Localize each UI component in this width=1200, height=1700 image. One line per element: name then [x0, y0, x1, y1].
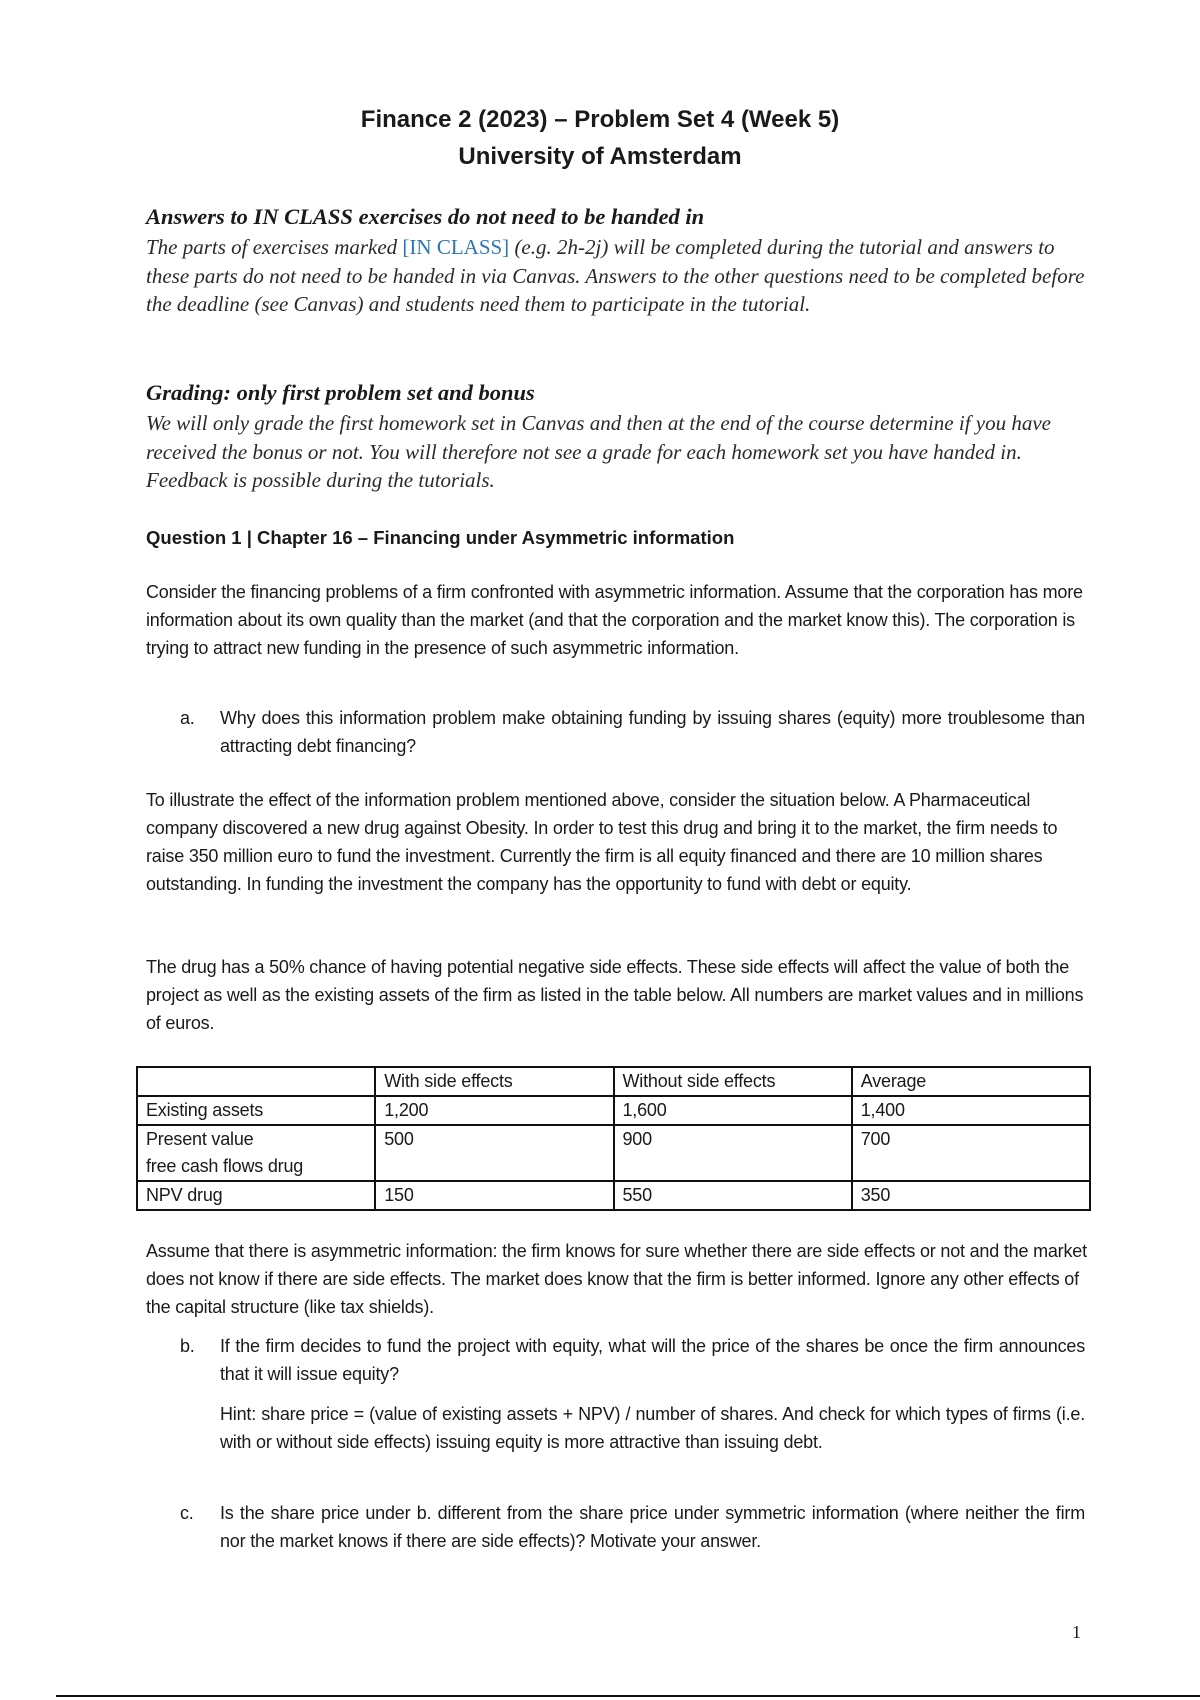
question-intro: Consider the financing problems of a firm confronted with asymmetric information. Assume that the corporation has more information about its own quality than the market (and that the corporation and the market know this). The corporation is trying to attract new funding in the presence of such asymmetric information.: [146, 582, 1083, 658]
table-row: [137, 1181, 1090, 1210]
scenario-paragraph: To illustrate the effect of the information problem mentioned above, consider the situation below. A Pharmaceutical company discovered a new drug against Obesity. In order to test this drug and bring it to the market, the firm needs to raise 350 million euro to fund the investment. Currently the firm is all equity financed and there are 10 million shares outstanding. In funding the investment the company has the opportunity to fund with debt or equity.: [146, 790, 1058, 894]
row-label: NPV drug: [137, 1181, 375, 1210]
table-cell: 350: [852, 1181, 1090, 1210]
document-title: Finance 2 (2023) – Problem Set 4 (Week 5): [360, 106, 840, 133]
table-cell: 150: [375, 1181, 613, 1210]
notice-text-in-class: [146, 233, 1086, 319]
row-label-line1: Present value: [146, 1129, 254, 1149]
table-cell: 700: [852, 1125, 1090, 1181]
question-heading: Question 1 | Chapter 16 – Financing under Asymmetric information: [146, 527, 735, 548]
row-label-line2: free cash flows drug: [146, 1156, 304, 1176]
sub-question-a: [180, 704, 1085, 760]
asymmetric-info-paragraph: Assume that there is asymmetric information: the firm knows for sure whether there are side effects or not and the market does not know if there are side effects. The market does know that the firm is better informed. Ignore any other effects of the capital structure (like tax shields).: [146, 1241, 1087, 1317]
notice-heading-grading: Grading: only first problem set and bonus: [146, 380, 535, 405]
hint-text: Hint: share price = (value of existing assets + NPV) / number of shares. And check for which types of firms (i.e. with or without side effects) issuing equity is more attractive than issuing debt.: [220, 1404, 1085, 1452]
side-effects-paragraph: The drug has a 50% chance of having potential negative side effects. These side effects will affect the value of both the project as well as the existing assets of the firm as listed in the table below. All numbers are market values and in millions of euros.: [146, 957, 1084, 1033]
table-header-cell: Without side effects: [614, 1067, 852, 1096]
sub-question-c: [180, 1499, 1085, 1555]
values-table: [136, 1066, 1091, 1211]
sub-question-text: Why does this information problem make obtaining funding by issuing shares (equity) more troublesome than attracting debt financing?: [220, 708, 1085, 756]
notice-text-end: (e.g. 2h-2j) will be completed during the tutorial and answers to these parts do not need to be handed in via Canvas. Answers to the other questions need to be completed before the deadline (see Canvas) and students need them to participate in the tutorial.: [146, 235, 1085, 316]
notice-text-start: The parts of exercises marked: [146, 235, 403, 259]
table-header-cell: [137, 1067, 375, 1096]
table-header-row: [137, 1067, 1090, 1096]
sub-question-b: [180, 1332, 1085, 1388]
table-cell: 550: [614, 1181, 852, 1210]
sub-question-text: Is the share price under b. different from the share price under symmetric information (where neither the firm nor the market knows if there are side effects)? Motivate your answer.: [220, 1503, 1085, 1551]
table-row: [137, 1096, 1090, 1125]
document-subtitle: University of Amsterdam: [458, 143, 742, 170]
sub-question-label: c.: [180, 1503, 194, 1523]
footer-divider: [56, 1695, 1200, 1697]
in-class-tag: [IN CLASS]: [402, 235, 510, 259]
sub-question-label: b.: [180, 1336, 195, 1356]
page-number: 1: [1072, 1622, 1081, 1642]
sub-question-label: a.: [180, 708, 195, 728]
sub-question-text: If the firm decides to fund the project with equity, what will the price of the shares be once the firm announces that it will issue equity?: [220, 1336, 1085, 1384]
table-header-cell: Average: [852, 1067, 1090, 1096]
table-cell: 1,600: [614, 1096, 852, 1125]
row-label: Existing assets: [137, 1096, 375, 1125]
table-cell: 900: [614, 1125, 852, 1181]
notice-text-grading: We will only grade the first homework set in Canvas and then at the end of the course determine if you have received the bonus or not. You will therefore not see a grade for each homework set you have handed in. Feedback is possible during the tutorials.: [146, 411, 1051, 492]
table-cell: 1,400: [852, 1096, 1090, 1125]
table-cell: 1,200: [375, 1096, 613, 1125]
row-label: [137, 1125, 375, 1181]
notice-heading-in-class: Answers to IN CLASS exercises do not need to be handed in: [146, 204, 705, 229]
table-row: [137, 1125, 1090, 1181]
table-header-cell: With side effects: [375, 1067, 613, 1096]
table-cell: 500: [375, 1125, 613, 1181]
